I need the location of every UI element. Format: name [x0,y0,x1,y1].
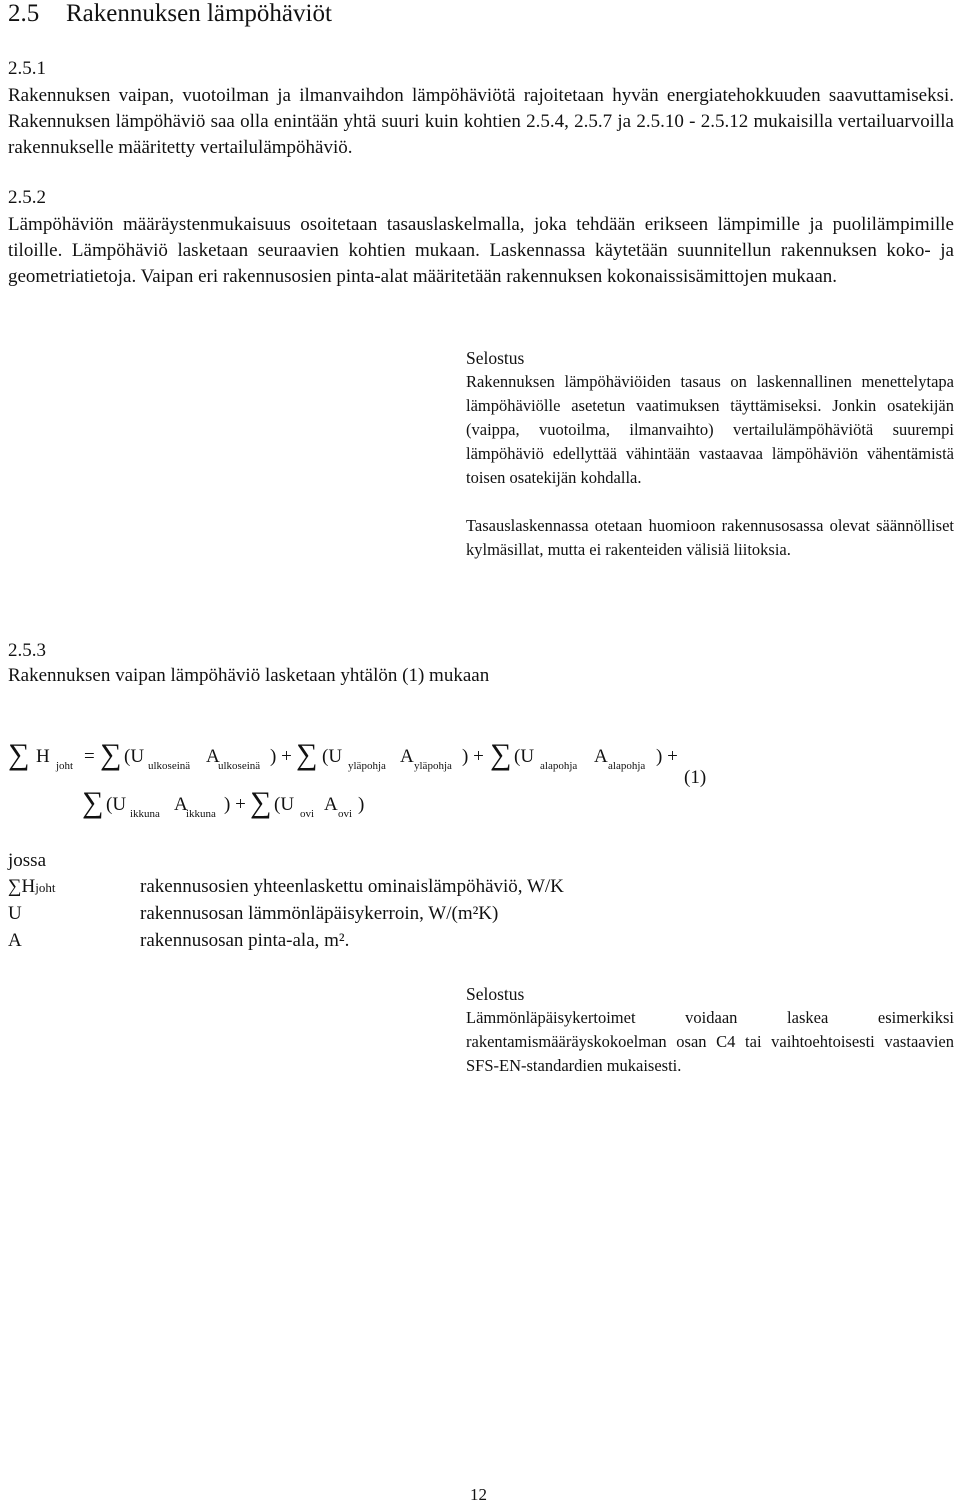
definition-symbol: ∑Hjoht [8,876,56,897]
page-number: 12 [470,1485,487,1504]
formula-subscript: ovi [300,808,315,820]
sum-symbol: ∑ [100,738,122,771]
explanation-paragraph: Lämmönläpäisykertoimet voidaan laskea esimerkiksi rakentamismääräyskokoelman osan C4 tai vaihtoehtoisesti vastaavien SFS-EN-standardien mukaisesti. [466,1008,954,1075]
formula-subscript: alapohja [608,760,646,772]
formula-h: H [36,746,50,767]
formula-subscript: ikkuna [186,808,216,820]
section-heading-title: Rakennuksen lämpöhäviöt [66,0,332,27]
section-number-2-5-3: 2.5.3 [8,640,46,661]
formula-term: (U [514,746,535,767]
formula-subscript: joht [56,760,74,772]
explanation-paragraph: Tasauslaskennassa otetaan huomioon rakennusosassa olevat säännölliset kylmäsillat, mutta ei rakenteiden välisiä liitoksia. [466,516,954,559]
formula-term: (U [322,746,343,767]
paragraph-2-5-3: Rakennuksen vaipan lämpöhäviö lasketaan yhtälön (1) mukaan [8,665,490,686]
formula-term: ) + [656,746,678,767]
formula-subscript: alapohja [540,760,578,772]
equation-number: (1) [684,767,707,788]
section-number-2-5-2: 2.5.2 [8,187,46,208]
paragraph-2-5-2: Lämpöhäviön määräystenmukaisuus osoitetaan tasauslaskelmalla, joka tehdään erikseen lämpimille ja puolilämpimille tiloille. Lämpöhäviö lasketaan seuraavien kohtien mukaan. Laskennassa käytetään suunnitellun rakennuksen koko- ja geometriatietoja. Vaipan eri rakennusosien pinta-alat määritetään rakennuksen kokonaissisämittojen mukaan. [8,214,954,287]
formula-term: (U [274,794,295,815]
definitions-intro: jossa [8,850,46,871]
formula-subscript: ikkuna [130,808,160,820]
formula-subscript: ulkoseinä [218,760,261,772]
formula-equals: = [84,746,95,767]
formula-subscript: yläpohja [348,760,386,772]
formula-term: (U [106,794,127,815]
formula-term: ) + [224,794,246,815]
explanation-title: Selostus [466,348,525,368]
sum-symbol: ∑ [82,786,104,819]
sum-symbol: ∑ [490,738,512,771]
definition-symbol: U [8,903,22,924]
heat-loss-formula [0,740,960,830]
formula-term: A [174,794,188,815]
explanation-title: Selostus [466,984,525,1004]
sum-symbol: ∑ [8,738,30,771]
formula-term: A [206,746,220,767]
explanation-box-2 [466,982,954,1078]
formula-term: ) [358,794,365,815]
formula-term: ) + [270,746,292,767]
section-heading-number: 2.5 [8,0,40,27]
sum-symbol: ∑ [250,786,272,819]
definitions-list [8,876,908,966]
definition-symbol: A [8,930,22,951]
formula-term: A [594,746,608,767]
explanation-box-1 [466,346,954,562]
formula-subscript: ulkoseinä [148,760,191,772]
formula-term: A [324,794,338,815]
sum-symbol: ∑ [296,738,318,771]
formula-term: A [400,746,414,767]
section-heading [8,0,332,28]
definition-description: rakennusosien yhteenlaskettu ominaislämpöhäviö, W/K [140,876,564,897]
explanation-paragraph: Rakennuksen lämpöhäviöiden tasaus on laskennallinen menettelytapa lämpöhäviölle asetetun vaatimuksen täyttämiseksi. Jonkin osatekijän (vaippa, vuotoilma, ilmanvaihto) vertailulämpöhäviötä suurempi lämpöhäviö edellyttää vähintään vastaavaa lämpöhäviön vähentämistä toisen osatekijän kohdalla. [466,372,954,487]
paragraph-2-5-1: Rakennuksen vaipan, vuotoilman ja ilmanvaihdon lämpöhäviötä rajoitetaan hyvän energiatehokkuuden saavuttamiseksi. Rakennuksen lämpöhäviö saa olla enintään yhtä suuri kuin kohtien 2.5.4, 2.5.7 ja 2.5.10 - 2.5.12 mukaisilla vertailuarvoilla rakennukselle määritetty vertailulämpöhäviö. [8,85,954,158]
definition-description: rakennusosan pinta-ala, m². [140,930,350,951]
formula-subscript: yläpohja [414,760,452,772]
definition-description: rakennusosan lämmönläpäisykerroin, W/(m²K) [140,903,499,924]
formula-subscript: ovi [338,808,353,820]
formula-term: (U [124,746,145,767]
section-number-2-5-1: 2.5.1 [8,58,46,79]
formula-term: ) + [462,746,484,767]
